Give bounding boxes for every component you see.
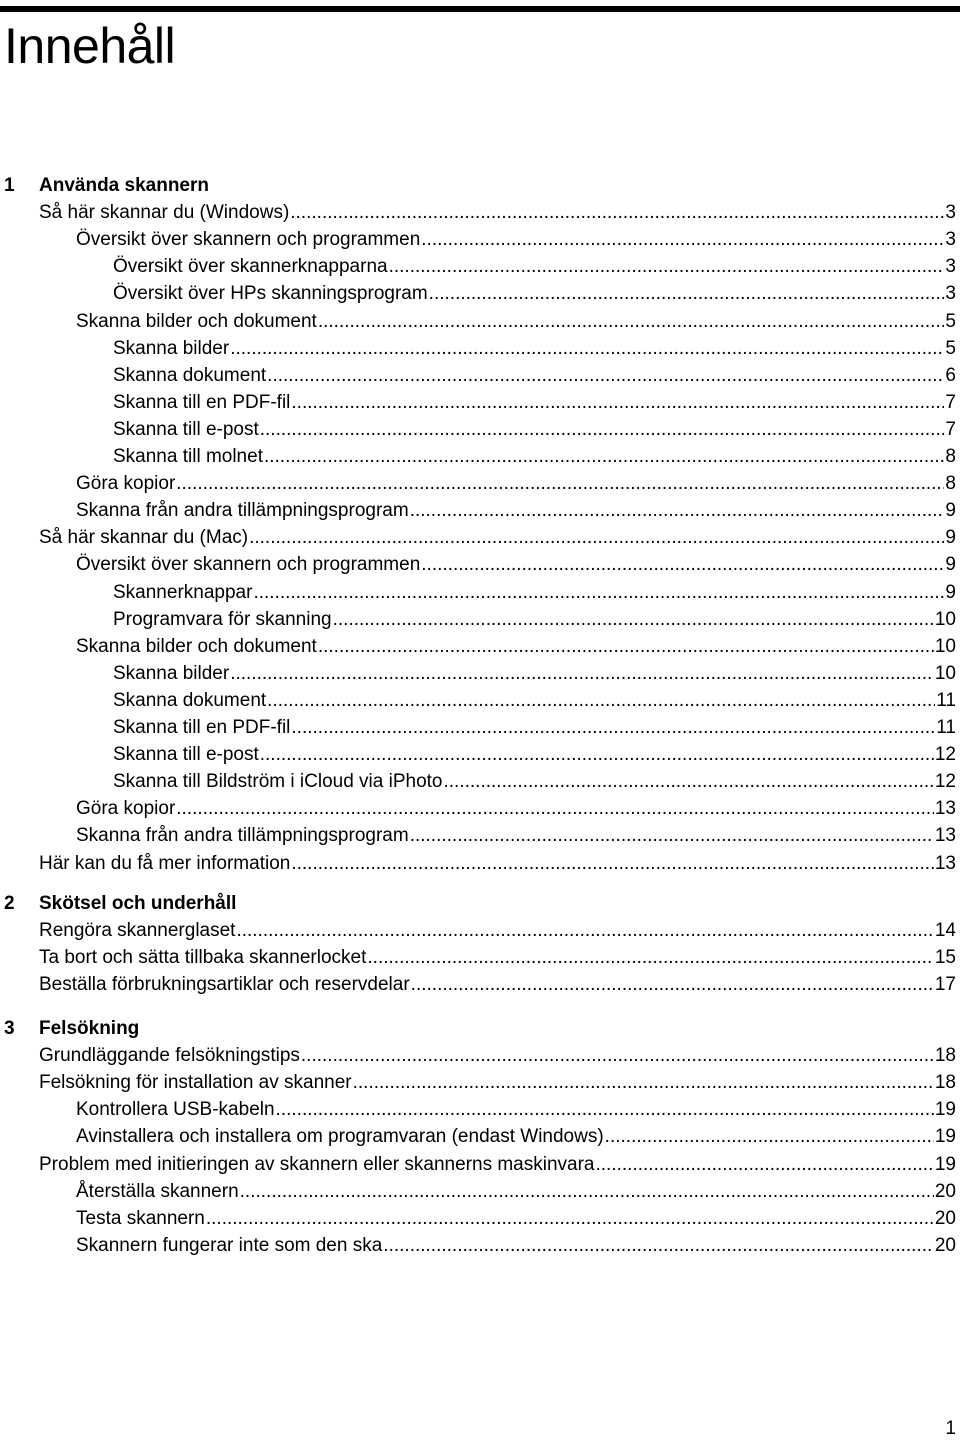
toc-entry-label: Skanna bilder [113, 662, 230, 684]
toc-entry[interactable] [76, 1178, 956, 1205]
toc-dot-leader [230, 335, 944, 362]
toc-entry-page: 12 [934, 744, 956, 766]
toc-entry-label: Grundläggande felsökningstips [39, 1045, 300, 1067]
toc-dot-leader [240, 1178, 934, 1205]
toc-dot-leader [264, 443, 944, 470]
toc-entry-label: Programvara för skanning [113, 608, 332, 630]
toc-entry-label: Rengöra skannerglaset [39, 920, 236, 942]
toc-entry-label: Skanna till e-post [113, 418, 259, 440]
chapter-number: 3 [4, 1018, 15, 1039]
toc-entry[interactable] [113, 714, 956, 741]
toc-entry-label: Ta bort och sätta tillbaka skannerlocket [39, 947, 367, 969]
toc-entry-page: 5 [945, 310, 956, 332]
toc-dot-leader [267, 362, 944, 389]
toc-entry-label: Beställa förbrukningsartiklar och reservdelar [39, 974, 410, 996]
toc-dot-leader [421, 226, 944, 253]
toc-dot-leader [290, 199, 944, 226]
toc-dot-leader [267, 687, 935, 714]
toc-entry[interactable] [76, 633, 956, 660]
toc-dot-leader [291, 850, 934, 877]
toc-entry[interactable] [113, 579, 956, 606]
toc-dot-leader [353, 1069, 934, 1096]
toc-entry-label: Skanna dokument [113, 689, 267, 711]
toc-entry[interactable] [113, 253, 956, 280]
toc-entry[interactable] [76, 1205, 956, 1232]
toc-entry-label: Skanna från andra tillämpningsprogram [76, 500, 409, 522]
toc-dot-leader [410, 497, 945, 524]
toc-dot-leader [444, 768, 934, 795]
chapter-heading[interactable] [0, 172, 960, 199]
toc-entry[interactable] [76, 822, 956, 849]
toc-entry-label: Skanna till e-post [113, 744, 259, 766]
toc-entry-label: Skanna bilder och dokument [76, 310, 317, 332]
toc-dot-leader [176, 470, 944, 497]
toc-entry[interactable] [113, 606, 956, 633]
toc-entry[interactable] [39, 850, 956, 877]
toc-entry-page: 3 [945, 256, 956, 278]
chapter-title: Felsökning [39, 1018, 140, 1039]
toc-entry-label: Göra kopior [76, 473, 176, 495]
toc-entry-page: 11 [936, 689, 956, 711]
toc-dot-leader [230, 660, 934, 687]
toc-entry-page: 13 [934, 798, 956, 820]
toc-entry[interactable] [76, 1096, 956, 1123]
toc-entry[interactable] [39, 1069, 956, 1096]
toc-entry-page: 19 [934, 1153, 956, 1175]
toc-entry-page: 6 [945, 364, 956, 386]
toc-entry-page: 9 [945, 527, 956, 549]
toc-entry-page: 7 [945, 391, 956, 413]
top-rule [0, 6, 960, 12]
toc-entry[interactable] [113, 389, 956, 416]
toc-dot-leader [333, 606, 934, 633]
toc-dot-leader [318, 308, 945, 335]
toc-entry-page: 13 [934, 852, 956, 874]
toc-dot-leader [260, 741, 934, 768]
toc-entry[interactable] [113, 741, 956, 768]
toc-entry-label: Skanna dokument [113, 364, 267, 386]
page-title: Innehåll [4, 18, 176, 74]
chapter-number: 2 [4, 893, 15, 914]
toc-entry[interactable] [76, 1232, 956, 1259]
toc-entry-label: Felsökning för installation av skanner [39, 1072, 352, 1094]
toc-dot-leader [236, 917, 933, 944]
page-number: 1 [945, 1418, 956, 1439]
toc-entry[interactable] [113, 443, 956, 470]
toc-entry[interactable] [113, 335, 956, 362]
toc-entry[interactable] [39, 971, 956, 998]
toc-entry-label: Skannerknappar [113, 581, 253, 603]
toc-entry-label: Göra kopior [76, 798, 176, 820]
toc-entry[interactable] [76, 497, 956, 524]
toc-entry-page: 8 [945, 446, 956, 467]
toc-entry[interactable] [39, 524, 956, 551]
toc-entry[interactable] [39, 944, 956, 971]
toc-entry[interactable] [76, 226, 956, 253]
toc-entry-page: 11 [936, 717, 956, 738]
toc-entry[interactable] [113, 280, 956, 307]
toc-entry[interactable] [39, 1151, 956, 1178]
toc-entry-label: Skanna till en PDF-fil [113, 391, 291, 413]
chapter-title: Skötsel och underhåll [39, 893, 237, 914]
toc-entry-page: 9 [945, 581, 956, 603]
toc-entry[interactable] [113, 687, 956, 714]
toc-entry-label: Skanna till Bildström i iCloud via iPhoto [113, 771, 443, 793]
toc-entry-page: 8 [945, 473, 956, 495]
toc-entry-label: Skannern fungerar inte som den ska [76, 1234, 383, 1256]
toc-entry-label: Här kan du få mer information [39, 852, 291, 874]
toc-dot-leader [318, 633, 934, 660]
toc-dot-leader [383, 1232, 934, 1259]
toc-entry[interactable] [76, 1123, 956, 1150]
toc-dot-leader [249, 524, 944, 551]
toc-entry-page: 7 [945, 418, 956, 440]
toc-entry-page: 20 [934, 1234, 956, 1256]
toc-entry[interactable] [39, 199, 956, 226]
toc-dot-leader [411, 971, 934, 998]
toc-entry-label: Översikt över HPs skanningsprogram [113, 283, 428, 305]
toc-entry-page: 5 [945, 337, 956, 359]
toc-entry-label: Skanna bilder och dokument [76, 635, 317, 657]
toc-entry-label: Så här skannar du (Windows) [39, 202, 290, 224]
toc-dot-leader [260, 416, 945, 443]
toc-entry-page: 9 [945, 500, 956, 522]
toc-dot-leader [410, 822, 934, 849]
chapter-heading[interactable] [0, 890, 960, 917]
toc-entry-label: Skanna från andra tillämpningsprogram [76, 825, 409, 847]
toc-entry-page: 20 [934, 1180, 956, 1202]
toc-entry-label: Översikt över skannern och programmen [76, 229, 421, 251]
toc-entry-page: 10 [934, 635, 956, 657]
toc-entry-page: 18 [934, 1045, 956, 1067]
toc-entry-page: 10 [934, 662, 956, 684]
toc-entry[interactable] [113, 660, 956, 687]
toc-entry[interactable] [113, 768, 956, 795]
toc-dot-leader [176, 795, 934, 822]
chapter-title: Använda skannern [39, 175, 209, 196]
toc-entry-page: 18 [934, 1072, 956, 1094]
toc-entry[interactable] [113, 362, 956, 389]
toc-entry-page: 13 [934, 825, 956, 847]
toc-entry-label: Översikt över skannern och programmen [76, 554, 421, 576]
toc-entry-label: Problem med initieringen av skannern eller skannerns maskinvara [39, 1153, 595, 1175]
chapter-number: 1 [4, 175, 15, 196]
toc-entry[interactable] [76, 551, 956, 578]
toc-entry[interactable] [76, 470, 956, 497]
toc-entry-page: 3 [945, 283, 956, 305]
toc-entry-label: Avinstallera och installera om programvaran (endast Windows) [76, 1126, 604, 1148]
toc-entry-label: Återställa skannern [76, 1180, 239, 1202]
toc-entry-page: 3 [945, 202, 956, 224]
toc-entry[interactable] [113, 416, 956, 443]
chapter-heading[interactable] [0, 1015, 960, 1042]
toc-entry-page: 17 [934, 974, 956, 996]
toc-dot-leader [291, 389, 944, 416]
toc-entry-page: 15 [934, 947, 956, 969]
toc-entry-page: 3 [945, 229, 956, 251]
toc-dot-leader [605, 1123, 934, 1150]
toc-entry-label: Skanna bilder [113, 337, 230, 359]
toc-dot-leader [421, 551, 944, 578]
toc-entry-label: Testa skannern [76, 1207, 205, 1229]
toc-entry-label: Översikt över skannerknapparna [113, 256, 388, 278]
toc-entry-label: Kontrollera USB-kabeln [76, 1099, 275, 1121]
toc-entry[interactable] [76, 795, 956, 822]
toc-entry-label: Skanna till en PDF-fil [113, 717, 291, 738]
toc-entry-page: 19 [934, 1099, 956, 1121]
toc-dot-leader [253, 579, 944, 606]
toc-entry-page: 19 [934, 1126, 956, 1148]
toc-dot-leader [301, 1042, 934, 1069]
toc-entry-page: 20 [934, 1207, 956, 1229]
toc-entry-label: Skanna till molnet [113, 446, 263, 467]
toc-entry-page: 9 [945, 554, 956, 576]
toc-dot-leader [429, 280, 945, 307]
toc-entry[interactable] [76, 308, 956, 335]
toc-entry-page: 12 [934, 771, 956, 793]
toc-entry[interactable] [39, 1042, 956, 1069]
toc-entry-label: Så här skannar du (Mac) [39, 527, 249, 549]
toc-dot-leader [596, 1151, 934, 1178]
toc-entry-page: 14 [934, 920, 956, 942]
toc-entry[interactable] [39, 917, 956, 944]
toc-dot-leader [367, 944, 933, 971]
toc-dot-leader [206, 1205, 934, 1232]
toc-entry-page: 10 [934, 608, 956, 630]
toc-dot-leader [389, 253, 945, 280]
toc-dot-leader [276, 1096, 934, 1123]
toc-dot-leader [291, 714, 935, 741]
